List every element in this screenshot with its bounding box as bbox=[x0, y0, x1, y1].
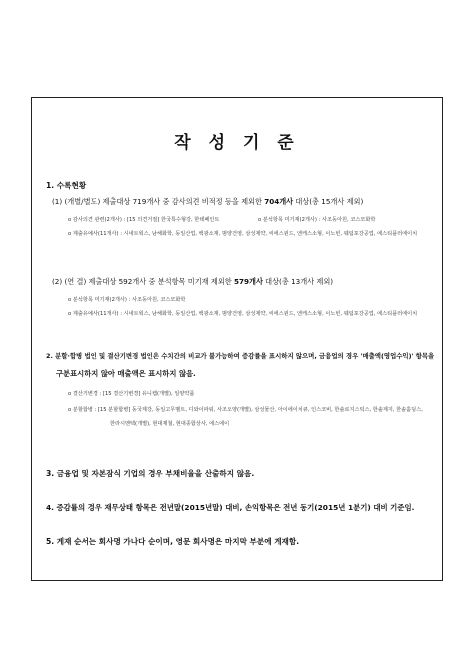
item-1-prefix: (1) (개별/별도) 제출대상 719개사 중 감사의견 비적정 등을 제외한 bbox=[52, 197, 265, 206]
item-2-highlight: 579개사 bbox=[234, 277, 263, 286]
item-1-note-missing: o 분석항목 미기재(2개사) : 사조동아원, 코스모화학 bbox=[258, 217, 376, 223]
document-frame bbox=[31, 97, 443, 581]
item-1-highlight: 704개사 bbox=[264, 197, 294, 206]
section-5: 5. 게재 순서는 회사명 가나다 순이며, 영문 회사명은 마지막 부분에 게재함. bbox=[46, 537, 300, 546]
item-1-note-audit: o 감사의견 관련(2개사) : [15 의견거절] 한국특수형강, 한테페인트 bbox=[68, 217, 220, 223]
section-3: 3. 금융업 및 자본잠식 기업의 경우 부채비율을 산출하지 않음. bbox=[46, 469, 255, 478]
section-2-note-fiscal: o 결산기변경 : [15 결산기변경] 유니켐(개별), 일양약품 bbox=[68, 391, 195, 397]
section-2-note-merger-cont: 한라시멘텍(개별), 현대제철, 현대종합상사, 에스에이 bbox=[110, 421, 230, 427]
section-1-item-1 bbox=[52, 198, 363, 205]
item-2-note-missing: o 분석항목 미기재(2개사) : 사조동아원, 코스모화학 bbox=[68, 297, 186, 303]
item-2-prefix: (2) (연 결) 제출대상 592개사 중 분석항목 미기재 제외한 bbox=[52, 277, 234, 286]
section-4: 4. 증감률의 경우 재무상태 항목은 전년말(2015년말) 대비, 손익항목은 전년 동기(2015년 1분기) 대비 기준임. bbox=[46, 503, 415, 512]
section-2-line-2: 구분표시하지 않아 매출액은 표시하지 않음. bbox=[56, 369, 196, 378]
item-2-note-deferred: o 제출유예사(11개사) : 시네트웍스, 남해화학, 동일산업, 백광소재, 범양건영, 삼성제약, 씨에스윈드, 엔케스소형, 이노빈, 웨팀포강공업, 에스티플러에이치 bbox=[68, 311, 418, 317]
item-1-suffix: 대상(총 15개사 제외) bbox=[293, 197, 364, 206]
section-2-line-1: 2. 분할·합병 법인 및 결산기변경 법인은 수치간의 비교가 불가능하여 증감률을 표시하지 않으며, 금융업의 경우 '매출액(영업수익)' 항목을 bbox=[46, 352, 435, 360]
item-2-suffix: 대상(총 13개사 제외) bbox=[262, 277, 334, 286]
document-title: 작 성 기 준 bbox=[174, 133, 300, 153]
section-2-note-merger: o 분할합병 : [15 분할합병] 동국제강, 동일고무벨트, 디와이파워, 사조오양(개별), 삼성물산, 아이에이치큐, 인스코비, 한솔로지스틱스, 한솔제지, 한솔홀딩스, bbox=[68, 407, 423, 413]
section-1-item-2 bbox=[52, 278, 333, 285]
section-1-heading: 1. 수록현황 bbox=[46, 181, 87, 190]
item-1-note-deferred: o 제출유예사(11개사) : 시네트웍스, 남해화학, 동일산업, 백광소재, 범양건영, 삼성제약, 씨에스윈드, 엔케스소형, 이노빈, 웨팀포강공업, 에스티플러에이치 bbox=[68, 231, 418, 237]
